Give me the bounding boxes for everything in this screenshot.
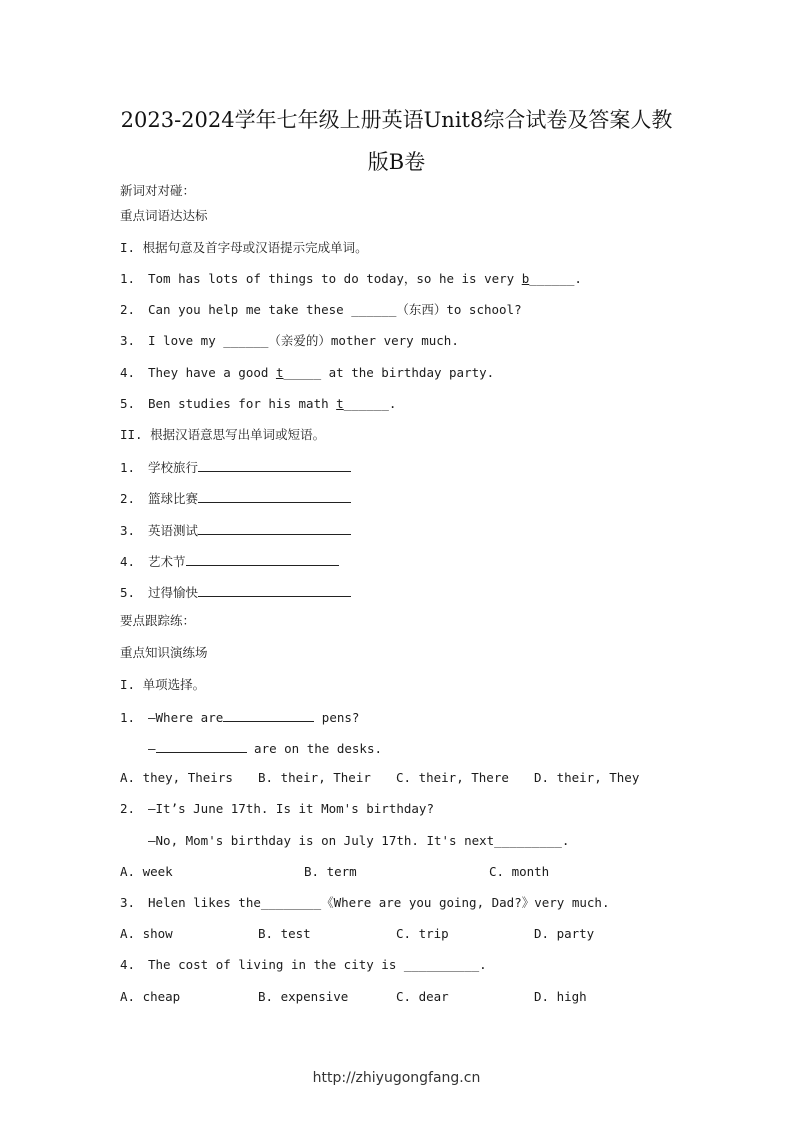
question-text: The cost of living in the city is __________. [148,957,487,972]
section-key-words: 重点词语达达标 [120,208,208,223]
answer-blank [156,739,247,753]
option-b: B. their, Their [258,770,371,785]
item-text: 英语测试 [148,523,199,538]
part3-question-1-line-a [120,708,359,726]
question-tail: ______. [529,271,582,286]
title-line-1: 2023-2024学年七年级上册英语Unit8综合试卷及答案人教 [120,108,673,132]
question-number: 3. [120,895,136,910]
part3-question-4 [120,957,487,973]
item-text: 篮球比赛 [148,491,199,506]
part3-heading: I. 单项选择。 [120,677,206,692]
question-text: Ben studies for his math [148,396,337,411]
option-c: C. dear [396,989,449,1004]
answer-blank [186,552,339,566]
part3-question-1-line-b [148,739,382,757]
answer-blank [223,708,314,722]
option-a: A. week [120,864,173,879]
part1-question-4 [120,365,494,381]
question-number: 4. [120,957,136,972]
answer-blank [198,458,351,472]
answer-blank [198,583,351,597]
item-number: 4. [120,554,136,569]
part2-item [120,458,351,476]
question-number: 1. [120,271,136,286]
answer-blank [198,521,351,535]
question-number: 2. [120,302,136,317]
question-number: 3. [120,333,136,348]
option-d: D. party [534,926,595,941]
item-text: 过得愉快 [148,585,199,600]
part2-item [120,583,351,601]
option-b: B. test [258,926,311,941]
part3-question-2-line-a [120,801,434,817]
initial-letter: t [336,396,344,411]
option-b: B. term [304,864,357,879]
option-b: B. expensive [258,989,349,1004]
part2-item [120,489,351,507]
question-number: 4. [120,365,136,380]
question-text: They have a good [148,365,276,380]
option-d: D. their, They [534,770,640,785]
question-text: Can you help me take these ______（东西）to school? [148,302,522,317]
part2-heading: II. 根据汉语意思写出单词或短语。 [120,427,326,442]
part3-question-3 [120,895,610,911]
initial-letter: b [521,271,530,286]
initial-letter: t [275,365,284,380]
item-text: 学校旅行 [148,460,199,475]
item-number: 3. [120,523,136,538]
question-text: —It’s June 17th. Is it Mom's birthday? [148,801,434,816]
option-a: A. cheap [120,989,181,1004]
question-text: —Where are [148,710,224,725]
option-a: A. show [120,926,173,941]
footer-url[interactable]: http://zhiyugongfang.cn [312,1070,481,1086]
section-practice: 要点跟踪练： [120,613,196,628]
question-text: are on the desks. [246,741,382,756]
part2-item [120,552,339,570]
part1-heading: I. 根据句意及首字母或汉语提示完成单词。 [120,240,368,255]
part1-question-2 [120,302,522,318]
section-new-words: 新词对对碰： [120,183,196,198]
title-line-2: 版B卷 [367,150,426,174]
question-number: 1. [120,710,136,725]
question-tail: _____ at the birthday party. [283,365,495,380]
part2-item [120,521,351,539]
item-number: 2. [120,491,136,506]
option-a: A. they, Theirs [120,770,233,785]
part1-question-3 [120,333,459,349]
option-d: D. high [534,989,587,1004]
question-tail: ______. [343,396,397,411]
part3-question-2-line-b: —No, Mom's birthday is on July 17th. It's next_________. [148,833,570,848]
question-number: 5. [120,396,136,411]
question-text: Tom has lots of things to do today，so he is very [148,271,522,286]
option-c: C. their, There [396,770,509,785]
item-text: 艺术节 [148,554,186,569]
item-number: 1. [120,460,136,475]
question-text: — [148,741,156,756]
item-number: 5. [120,585,136,600]
question-text: Helen likes the________《Where are you going, Dad?》very much. [148,895,610,910]
question-text: pens? [314,710,360,725]
option-c: C. month [489,864,550,879]
question-text: I love my ______（亲爱的）mother very much. [148,333,459,348]
part1-question-1 [120,271,582,287]
section-knowledge: 重点知识演练场 [120,645,208,660]
question-number: 2. [120,801,136,816]
answer-blank [198,489,351,503]
option-c: C. trip [396,926,449,941]
part1-question-5 [120,396,396,412]
